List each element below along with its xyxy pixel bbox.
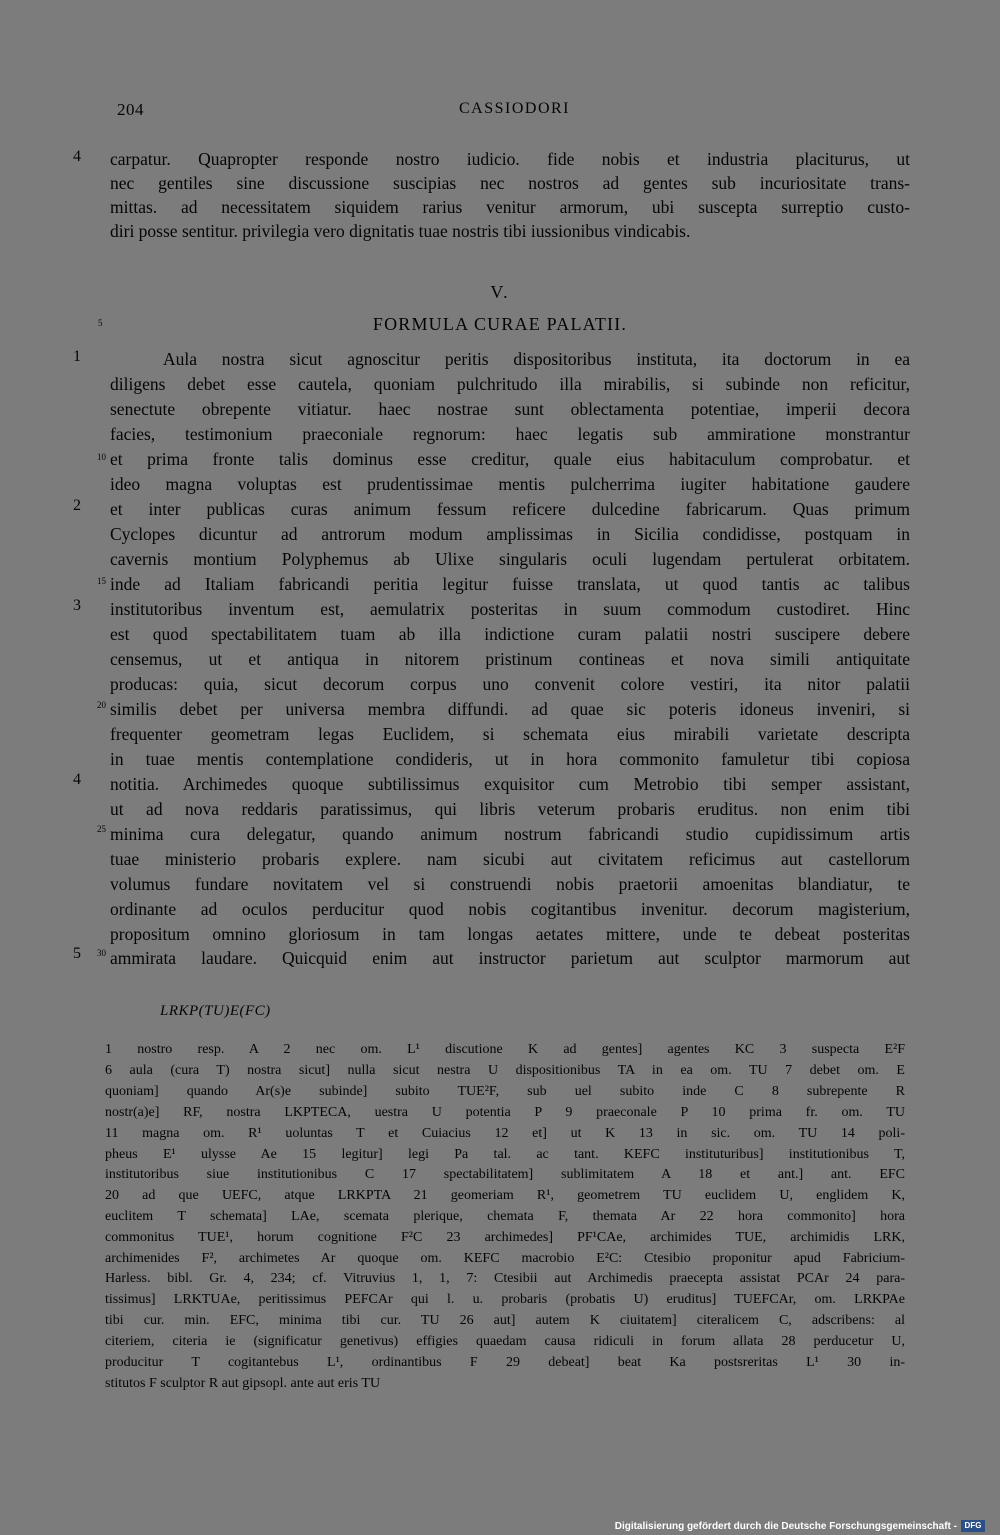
apparatus-line: 1 nostro resp. A 2 nec om. L¹ discutione K ad gentes] agentes KC 3 suspecta E²F — [105, 1042, 905, 1057]
apparatus-line: citeriem, citeria ie (significatur genetivus) effigies quaedam causa ridiculi in forum allata 28 perducetur U, — [105, 1334, 905, 1349]
apparatus-line: producitur T cogitantebus L¹, ordinantibus F 29 debeat] beat Ka postsreritas L¹ 30 in- — [105, 1355, 905, 1370]
section-number: 2 — [73, 497, 81, 514]
text-line: notitia. Archimedes quoque subtilissimus exquisitor cum Metrobio tibi semper assistant, — [110, 774, 910, 794]
text-line: frequenter geometram legas Euclidem, si schemata eius mirabili varietate descripta — [110, 724, 910, 744]
text-line: producas: quia, sicut decorum corpus uno convenit colore vestiri, ita nitor palatii — [110, 674, 910, 694]
line-number: 5 — [98, 318, 103, 328]
line-number: 10 — [97, 452, 106, 462]
running-head — [117, 100, 912, 126]
chapter-number: V. — [490, 282, 510, 302]
text-line: diligens debet esse cautela, quoniam pulchritudo illa mirabilis, si subinde non reficitur, — [110, 374, 910, 394]
apparatus-line: Harless. bibl. Gr. 4, 234; cf. Vitruvius 1, 1, 7: Ctesibii aut Archimedis praecepta assistat PCAr 24 para- — [105, 1271, 905, 1286]
text-line: ideo magna voluptas est prudentissimae mentis pulcherrima iugiter habitatione gaudere — [110, 474, 910, 494]
text-line: in tuae mentis contemplatione condideris, ut in hora commonito famuletur tibi copiosa — [110, 749, 910, 769]
apparatus-line: archimenides F², archimetes Ar quoque om. KEFC macrobio E²C: Ctesibio proponitur apud Fabricium- — [105, 1251, 905, 1266]
funding-footer — [615, 1519, 985, 1533]
section-number: 3 — [73, 597, 81, 614]
text-line: volumus fundare novitatem vel si construendi nobis praetorii amoenitas blandiatur, te — [110, 874, 910, 894]
text-line: cavernis montium Polyphemus ab Ulixe singularis oculi lugendam pertulerat orbitatem. — [110, 549, 910, 569]
text-line: ammirata laudare. Quicquid enim aut instructor parietum aut sculptor marmorum aut — [110, 948, 910, 968]
apparatus-line: nostr(a)e] RF, nostra LKPTECA, uestra U potentia P 9 praeconale P 10 prima fr. om. TU — [105, 1105, 905, 1120]
funding-text: Digitalisierung gefördert durch die Deutsche Forschungsgemeinschaft - — [614, 1520, 957, 1532]
section-number: 4 — [73, 771, 81, 788]
apparatus-line: 11 magna om. R¹ uoluntas T et Cuiacius 12 et] ut K 13 in sic. om. TU 14 poli- — [105, 1126, 905, 1141]
section-number: 4 — [73, 148, 81, 165]
text-line: propositum omnino gloriosum in tam longas aetates mittere, unde te debeat posteritas — [110, 924, 910, 944]
text-line: et inter publicas curas animum fessum reficere dulcedine fabricarum. Quas primum — [110, 499, 910, 519]
text-line: tuae ministerio probaris explere. nam sicubi aut civitatem reficimus aut castellorum — [110, 849, 910, 869]
apparatus-line: 20 ad que UEFC, atque LRKPTA 21 geomeriam R¹, geometrem TU euclidem U, englidem K, — [105, 1188, 905, 1203]
manuscript-sigla: LRKP(TU)E(FC) — [160, 1003, 271, 1019]
text-line: Aula nostra sicut agnoscitur peritis dispositoribus instituta, ita doctorum in ea — [163, 349, 910, 369]
apparatus-line: quoniam] quando Ar(s)e subinde] subito TUE²F, sub uel subito inde C 8 subrepente R — [105, 1084, 905, 1099]
apparatus-line: euclitem T schemata] LAe, scemata plerique, chemata F, themata Ar 22 hora commonito] hora — [105, 1209, 905, 1224]
text-line: diri posse sentitur. privilegia vero dignitatis tuae nostris tibi iussionibus vindicabis. — [110, 221, 691, 241]
apparatus-line: pheus E¹ ulysse Ae 15 legitur] legi Pa tal. ac tant. KEFC instituturibus] institutionibus T, — [105, 1147, 905, 1162]
text-line: minima cura delegatur, quando animum nostrum fabricandi studio cupidissimum artis — [110, 824, 910, 844]
apparatus-line: 6 aula (cura T) nostra sicut] nulla sicut nestra U dispositionibus TA in ea om. TU 7 debet om. E — [105, 1063, 905, 1078]
text-line: nec gentiles sine discussione suscipias nec nostros ad gentes sub incuriositate trans- — [110, 173, 910, 193]
chapter-title: FORMULA CURAE PALATII. — [372, 314, 628, 334]
text-line: institutoribus inventum est, aemulatrix posteritas in suum commodum custodiret. Hinc — [110, 599, 910, 619]
text-line: carpatur. Quapropter responde nostro iudicio. fide nobis et industria placiturus, ut — [110, 149, 910, 169]
line-number: 15 — [97, 576, 106, 586]
apparatus-line: institutoribus siue institutionibus C 17 spectabilitatem] sublimitatem A 18 et ant.] ant. EFC — [105, 1167, 905, 1182]
apparatus-line: stitutos F sculptor R aut gipsopl. ante aut eris TU — [105, 1376, 381, 1391]
text-line: facies, testimonium praeconiale regnorum: haec legatis sub ammiratione monstrantur — [110, 424, 910, 444]
text-line: similis debet per universa membra diffundi. ad quae sic poteris idoneus inveniri, si — [110, 699, 910, 719]
text-line: ut ad nova reddaris paratissimus, qui libris veterum probaris eruditus. non enim tibi — [110, 799, 910, 819]
apparatus-line: tissimus] LRKTUAe, peritissimus PEFCAr qui l. u. probaris (probatis U) eruditus] TUEFCAr, om. LRKPAe — [105, 1292, 905, 1307]
apparatus-line: tibi cur. min. EFC, minima tibi cur. TU 26 aut] autem K ciuitatem] citeralicem C, adscribens: al — [105, 1313, 905, 1328]
dfg-logo-icon: DFG — [961, 1520, 985, 1532]
text-line: inde ad Italiam fabricandi peritia legitur fuisse translata, ut quod tantis ac talibus — [110, 574, 910, 594]
text-line: Cyclopes dicuntur ad antrorum modum amplissimas in Sicilia condidisse, postquam in — [110, 524, 910, 544]
text-line: senectute obrepente vitiatur. haec nostrae sunt oblectamenta potentiae, imperii decora — [110, 399, 910, 419]
line-number: 30 — [97, 948, 106, 958]
text-line: mittas. ad necessitatem siquidem rarius venitur armorum, ubi suscepta surreptio custo- — [110, 197, 910, 217]
text-line: censemus, ut et antiqua in nitorem pristinum contineas et nova simili antiquitate — [110, 649, 910, 669]
section-number: 1 — [73, 348, 81, 365]
line-number: 20 — [97, 700, 106, 710]
text-line: est quod spectabilitatem tuam ab illa indictione curam palatii nostri suscipere debere — [110, 624, 910, 644]
section-number: 5 — [73, 945, 81, 962]
running-title: CASSIODORI — [458, 100, 570, 117]
text-line: ordinante ad oculos perducitur quod nobis cogitantibus invenitur. decorum magisterium, — [110, 899, 910, 919]
line-number: 25 — [97, 824, 106, 834]
text-line: et prima fronte talis dominus esse creditur, quale eius habitaculum comprobatur. et — [110, 449, 910, 469]
page-number: 204 — [117, 100, 144, 119]
apparatus-line: commonitus TUE¹, horum cognitione F²C 23 archimedes] PF¹CAe, archimides TUE, archimidis LRK, — [105, 1230, 905, 1245]
